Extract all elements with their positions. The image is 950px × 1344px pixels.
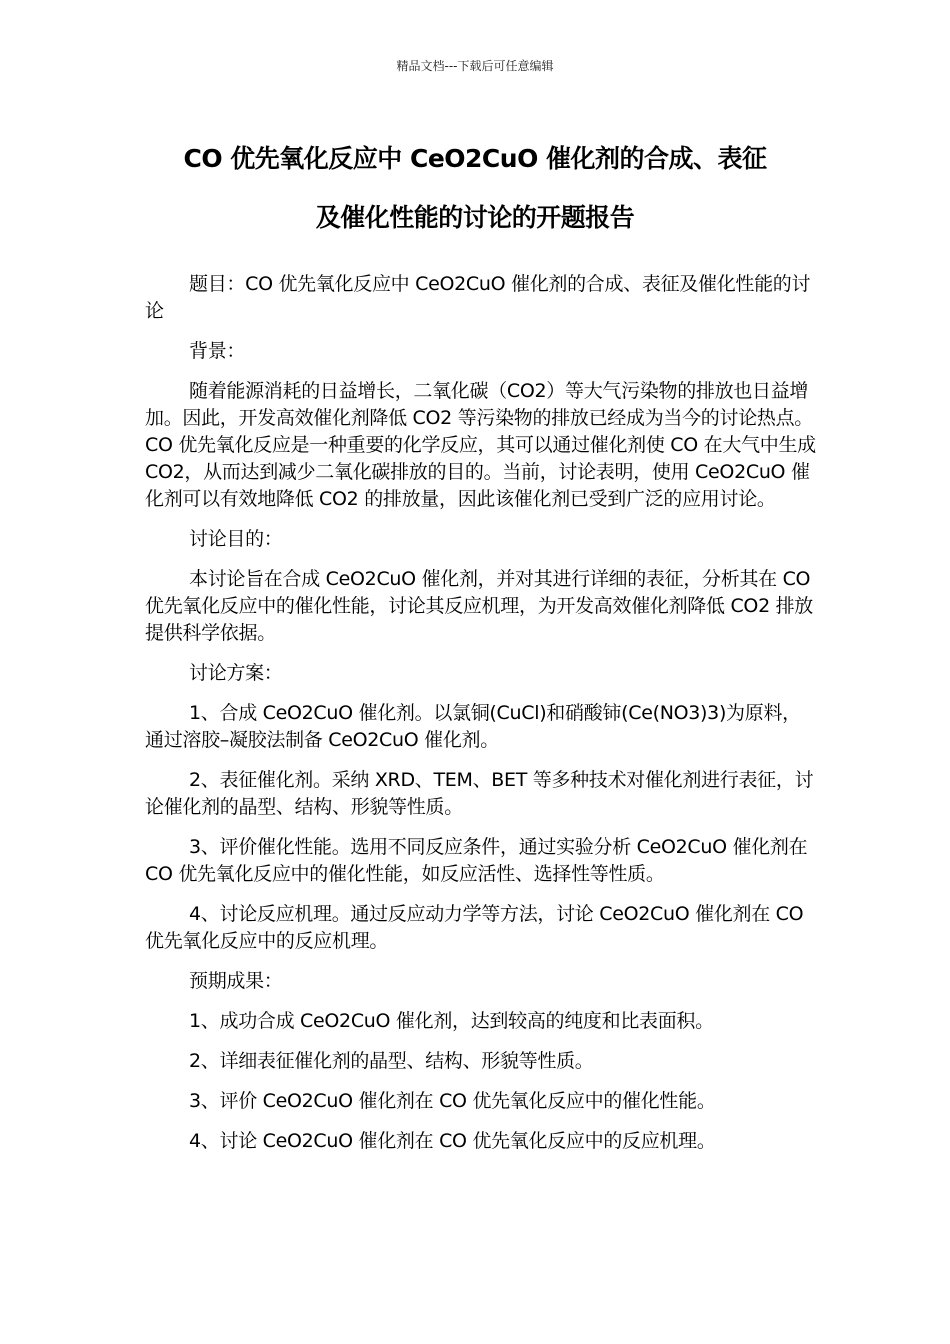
background-paragraph: 随着能源消耗的日益增长，二氧化碳（CO2）等大气污染物的排放也日益增加。因此，开发高效催化剂降低 CO2 等污染物的排放已经成为当今的讨论热点。CO 优先氧化反应是一种重要的化学反应，其可以通过催化剂使 CO 在大气中生成 CO2，从而达到减少二氧化碳排放的目的。当前，讨论表明，使用 CeO2CuO 催化剂可以有效地降低 CO2 的排放量，因此该催化剂已受到广泛的应用讨论。: [145, 380, 816, 510]
document-body: [145, 271, 817, 1168]
topic-paragraph: 题目：CO 优先氧化反应中 CeO2CuO 催化剂的合成、表征及催化性能的讨论: [145, 273, 811, 322]
results-item: 1、成功合成 CeO2CuO 催化剂，达到较高的纯度和比表面积。: [189, 1010, 714, 1032]
plan-heading: 讨论方案：: [189, 662, 283, 684]
results-item: 2、详细表征催化剂的晶型、结构、形貌等性质。: [189, 1050, 594, 1072]
results-item: 3、评价 CeO2CuO 催化剂在 CO 优先氧化反应中的催化性能。: [189, 1090, 716, 1112]
plan-item: 1、合成 CeO2CuO 催化剂。以氯铜(CuCl)和硝酸铈(Ce(NO3)3)为原料，通过溶胶–凝胶法制备 CeO2CuO 催化剂。: [145, 702, 801, 751]
background-heading: 背景：: [189, 340, 246, 362]
plan-item: 3、评价催化性能。选用不同反应条件，通过实验分析 CeO2CuO 催化剂在 CO 优先氧化反应中的催化性能，如反应活性、选择性等性质。: [145, 836, 808, 885]
purpose-heading: 讨论目的：: [189, 528, 283, 550]
document-title-line-2: 及催化性能的讨论的开题报告: [315, 203, 635, 232]
purpose-paragraph: 本讨论旨在合成 CeO2CuO 催化剂，并对其进行详细的表征，分析其在 CO 优先氧化反应中的催化性能，讨论其反应机理，为开发高效催化剂降低 CO2 排放提供科学依据。: [145, 568, 813, 644]
header-note: 精品文档---下载后可任意编辑: [396, 59, 554, 73]
document-title-line-1: CO 优先氧化反应中 CeO2CuO 催化剂的合成、表征: [183, 144, 767, 173]
plan-item: 4、讨论反应机理。通过反应动力学等方法，讨论 CeO2CuO 催化剂在 CO 优先氧化反应中的反应机理。: [145, 903, 804, 952]
results-item: 4、讨论 CeO2CuO 催化剂在 CO 优先氧化反应中的反应机理。: [189, 1130, 716, 1152]
plan-item: 2、表征催化剂。采纳 XRD、TEM、BET 等多种技术对催化剂进行表征，讨论催化剂的晶型、结构、形貌等性质。: [145, 769, 814, 818]
results-heading: 预期成果：: [189, 970, 283, 992]
